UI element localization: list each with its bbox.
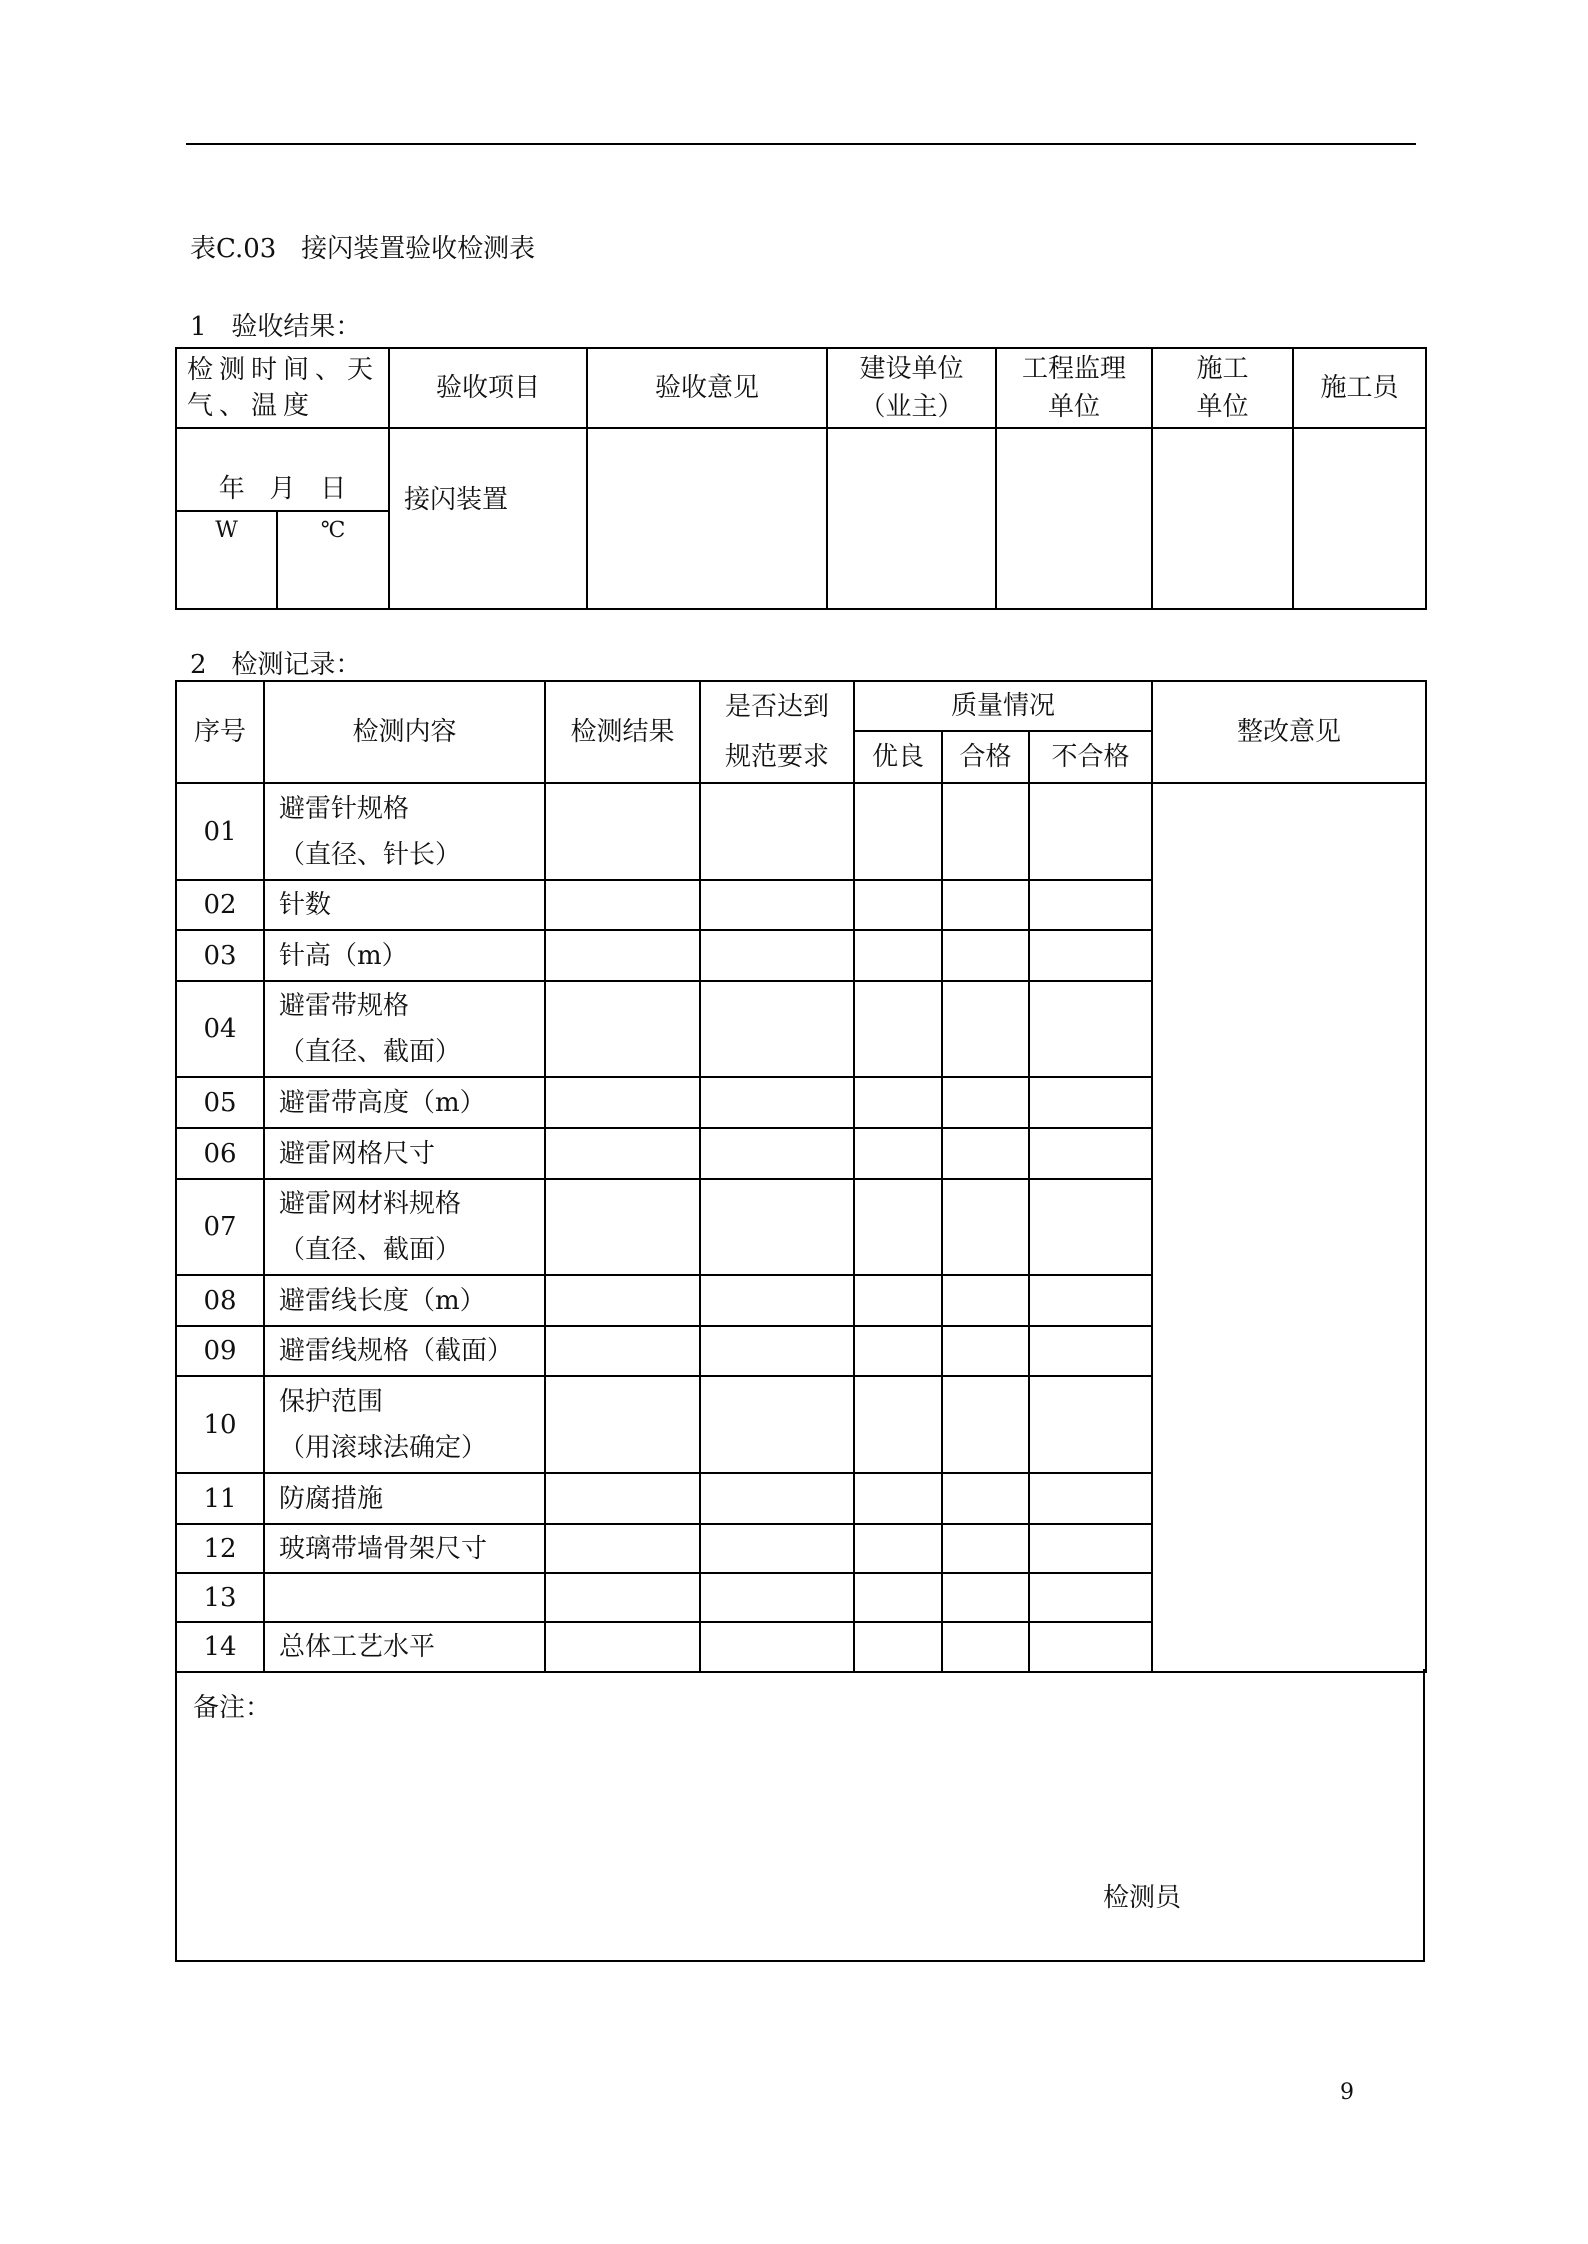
excellent-cell[interactable] bbox=[854, 1275, 942, 1326]
header-supervisor-line2: 单位 bbox=[1048, 392, 1101, 422]
item-value: 接闪装置 bbox=[389, 428, 587, 609]
header-excellent: 优良 bbox=[854, 731, 942, 783]
pass-cell[interactable] bbox=[942, 783, 1029, 880]
row-content bbox=[264, 1573, 545, 1622]
meets-spec-cell[interactable] bbox=[700, 1326, 854, 1376]
header-quality: 质量情况 bbox=[854, 681, 1152, 731]
row-seq: 05 bbox=[176, 1077, 264, 1128]
remarks-box[interactable] bbox=[175, 1669, 1425, 1962]
excellent-cell[interactable] bbox=[854, 1524, 942, 1573]
row-seq: 09 bbox=[176, 1326, 264, 1376]
header-contractor-line1: 施工 bbox=[1196, 354, 1249, 384]
fail-cell[interactable] bbox=[1029, 783, 1152, 880]
meets-spec-cell[interactable] bbox=[700, 1179, 854, 1275]
header-owner-line1: 建设单位 bbox=[859, 354, 964, 384]
rectify-cell[interactable] bbox=[1152, 783, 1426, 1672]
pass-cell[interactable] bbox=[942, 930, 1029, 981]
fail-cell[interactable] bbox=[1029, 1524, 1152, 1573]
header-pass: 合格 bbox=[942, 731, 1029, 783]
excellent-cell[interactable] bbox=[854, 1077, 942, 1128]
fail-cell[interactable] bbox=[1029, 880, 1152, 930]
inspection-record-table bbox=[175, 680, 1427, 1673]
pass-cell[interactable] bbox=[942, 880, 1029, 930]
row-seq: 03 bbox=[176, 930, 264, 981]
meets-spec-cell[interactable] bbox=[700, 1128, 854, 1179]
pass-cell[interactable] bbox=[942, 981, 1029, 1077]
header-meets-line1: 是否达到 bbox=[724, 692, 829, 722]
row-content bbox=[264, 1179, 545, 1275]
result-cell[interactable] bbox=[545, 1128, 700, 1179]
row-content bbox=[264, 1326, 545, 1376]
meets-spec-cell[interactable] bbox=[700, 1622, 854, 1672]
header-contractor bbox=[1152, 348, 1293, 428]
excellent-cell[interactable] bbox=[854, 1179, 942, 1275]
pass-cell[interactable] bbox=[942, 1473, 1029, 1524]
owner-cell[interactable] bbox=[827, 428, 996, 609]
header-seq: 序号 bbox=[176, 681, 264, 783]
section1-heading: 1 验收结果： bbox=[190, 312, 362, 342]
header-rectify: 整改意见 bbox=[1152, 681, 1426, 783]
row-content-line1: 避雷带规格 bbox=[279, 991, 410, 1021]
excellent-cell[interactable] bbox=[854, 981, 942, 1077]
row-seq: 06 bbox=[176, 1128, 264, 1179]
meets-spec-cell[interactable] bbox=[700, 981, 854, 1077]
header-rule bbox=[186, 143, 1416, 145]
row-content-line1: 防腐措施 bbox=[279, 1483, 384, 1514]
result-cell[interactable] bbox=[545, 1179, 700, 1275]
excellent-cell[interactable] bbox=[854, 1473, 942, 1524]
row-seq: 07 bbox=[176, 1179, 264, 1275]
result-cell[interactable] bbox=[545, 1326, 700, 1376]
result-cell[interactable] bbox=[545, 1473, 700, 1524]
pass-cell[interactable] bbox=[942, 1524, 1029, 1573]
opinion-cell[interactable] bbox=[587, 428, 827, 609]
row-content-line1: 针数 bbox=[279, 890, 332, 920]
header-item: 验收项目 bbox=[389, 348, 587, 428]
result-cell[interactable] bbox=[545, 1275, 700, 1326]
table-row bbox=[176, 783, 1426, 880]
header-result: 检测结果 bbox=[545, 681, 700, 783]
header-supervisor bbox=[996, 348, 1152, 428]
row-seq: 14 bbox=[176, 1622, 264, 1672]
supervisor-cell[interactable] bbox=[996, 428, 1152, 609]
fail-cell[interactable] bbox=[1029, 1275, 1152, 1326]
result-cell[interactable] bbox=[545, 1077, 700, 1128]
contractor-cell[interactable] bbox=[1152, 428, 1293, 609]
excellent-cell[interactable] bbox=[854, 783, 942, 880]
header-meets-line2: 规范要求 bbox=[724, 742, 829, 772]
row-seq: 12 bbox=[176, 1524, 264, 1573]
excellent-cell[interactable] bbox=[854, 1622, 942, 1672]
header-time-weather: 检测时间、天气、温度 bbox=[176, 348, 389, 428]
result-cell[interactable] bbox=[545, 783, 700, 880]
row-content-line1: 针高（m） bbox=[279, 940, 408, 971]
row-content bbox=[264, 1473, 545, 1524]
row-seq: 11 bbox=[176, 1473, 264, 1524]
meets-spec-cell[interactable] bbox=[700, 1573, 854, 1622]
fail-cell[interactable] bbox=[1029, 1573, 1152, 1622]
row-content-line2: （直径、截面） bbox=[279, 1235, 462, 1265]
meets-spec-cell[interactable] bbox=[700, 1077, 854, 1128]
header-meets-spec bbox=[700, 681, 854, 783]
fail-cell[interactable] bbox=[1029, 1473, 1152, 1524]
row-content-line1: 避雷网材料规格 bbox=[279, 1189, 462, 1219]
constructor-cell[interactable] bbox=[1293, 428, 1426, 609]
meets-spec-cell[interactable] bbox=[700, 1376, 854, 1473]
row-content-line1: 保护范围 bbox=[279, 1386, 384, 1417]
row-content bbox=[264, 1524, 545, 1573]
result-cell[interactable] bbox=[545, 880, 700, 930]
row-content bbox=[264, 1077, 545, 1128]
pass-cell[interactable] bbox=[942, 1622, 1029, 1672]
row-content-line2: （直径、针长） bbox=[279, 839, 462, 870]
date-field[interactable]: 年 月 日 bbox=[176, 428, 389, 511]
row-content-line1: 避雷线长度（m） bbox=[279, 1285, 486, 1316]
fail-cell[interactable] bbox=[1029, 981, 1152, 1077]
result-cell[interactable] bbox=[545, 1573, 700, 1622]
meets-spec-cell[interactable] bbox=[700, 1524, 854, 1573]
header-supervisor-line1: 工程监理 bbox=[1022, 354, 1127, 384]
fail-cell[interactable] bbox=[1029, 1179, 1152, 1275]
meets-spec-cell[interactable] bbox=[700, 930, 854, 981]
row-content-line2: （直径、截面） bbox=[279, 1037, 462, 1067]
remarks-label: 备注： bbox=[193, 1693, 272, 1723]
header-content: 检测内容 bbox=[264, 681, 545, 783]
header-opinion: 验收意见 bbox=[587, 348, 827, 428]
result-cell[interactable] bbox=[545, 1376, 700, 1473]
row-content bbox=[264, 1275, 545, 1326]
fail-cell[interactable] bbox=[1029, 930, 1152, 981]
row-content bbox=[264, 880, 545, 930]
page-number: 9 bbox=[1340, 2080, 1354, 2105]
row-content-line1: 总体工艺水平 bbox=[279, 1632, 436, 1662]
header-owner bbox=[827, 348, 996, 428]
excellent-cell[interactable] bbox=[854, 880, 942, 930]
fail-cell[interactable] bbox=[1029, 1326, 1152, 1376]
row-content-line1: 避雷带高度（m） bbox=[279, 1087, 486, 1118]
header-fail: 不合格 bbox=[1029, 731, 1152, 783]
header-contractor-line2: 单位 bbox=[1196, 392, 1249, 422]
temperature-field[interactable]: ℃ bbox=[277, 511, 389, 609]
pass-cell[interactable] bbox=[942, 1376, 1029, 1473]
result-cell[interactable] bbox=[545, 1622, 700, 1672]
row-content bbox=[264, 783, 545, 880]
header-owner-line2: （业主） bbox=[859, 392, 964, 422]
header-constructor: 施工员 bbox=[1293, 348, 1426, 428]
pass-cell[interactable] bbox=[942, 1179, 1029, 1275]
row-content bbox=[264, 930, 545, 981]
weather-field[interactable]: W bbox=[176, 511, 277, 609]
row-seq: 13 bbox=[176, 1573, 264, 1622]
row-content-line1: 避雷网格尺寸 bbox=[279, 1138, 436, 1169]
row-seq: 04 bbox=[176, 981, 264, 1077]
acceptance-result-table bbox=[175, 347, 1427, 610]
pass-cell[interactable] bbox=[942, 1275, 1029, 1326]
row-content bbox=[264, 1128, 545, 1179]
row-seq: 08 bbox=[176, 1275, 264, 1326]
row-content-line2: （用滚球法确定） bbox=[279, 1432, 488, 1463]
excellent-cell[interactable] bbox=[854, 1128, 942, 1179]
fail-cell[interactable] bbox=[1029, 1622, 1152, 1672]
excellent-cell[interactable] bbox=[854, 930, 942, 981]
excellent-cell[interactable] bbox=[854, 1573, 942, 1622]
row-seq: 02 bbox=[176, 880, 264, 930]
result-cell[interactable] bbox=[545, 930, 700, 981]
row-seq: 10 bbox=[176, 1376, 264, 1473]
meets-spec-cell[interactable] bbox=[700, 1473, 854, 1524]
pass-cell[interactable] bbox=[942, 1326, 1029, 1376]
pass-cell[interactable] bbox=[942, 1128, 1029, 1179]
inspector-label: 检测员 bbox=[1103, 1883, 1182, 1913]
row-content bbox=[264, 981, 545, 1077]
result-cell[interactable] bbox=[545, 981, 700, 1077]
fail-cell[interactable] bbox=[1029, 1128, 1152, 1179]
excellent-cell[interactable] bbox=[854, 1376, 942, 1473]
result-cell[interactable] bbox=[545, 1524, 700, 1573]
row-seq: 01 bbox=[176, 783, 264, 880]
meets-spec-cell[interactable] bbox=[700, 880, 854, 930]
meets-spec-cell[interactable] bbox=[700, 783, 854, 880]
pass-cell[interactable] bbox=[942, 1077, 1029, 1128]
row-content bbox=[264, 1622, 545, 1672]
row-content-line1: 玻璃带墙骨架尺寸 bbox=[279, 1533, 488, 1564]
row-content bbox=[264, 1376, 545, 1473]
row-content-line1: 避雷线规格（截面） bbox=[279, 1336, 514, 1366]
row-content-line1: 避雷针规格 bbox=[279, 793, 410, 824]
page-title: 表C.03 接闪装置验收检测表 bbox=[190, 234, 536, 264]
fail-cell[interactable] bbox=[1029, 1376, 1152, 1473]
pass-cell[interactable] bbox=[942, 1573, 1029, 1622]
meets-spec-cell[interactable] bbox=[700, 1275, 854, 1326]
section2-heading: 2 检测记录： bbox=[190, 650, 362, 680]
excellent-cell[interactable] bbox=[854, 1326, 942, 1376]
fail-cell[interactable] bbox=[1029, 1077, 1152, 1128]
